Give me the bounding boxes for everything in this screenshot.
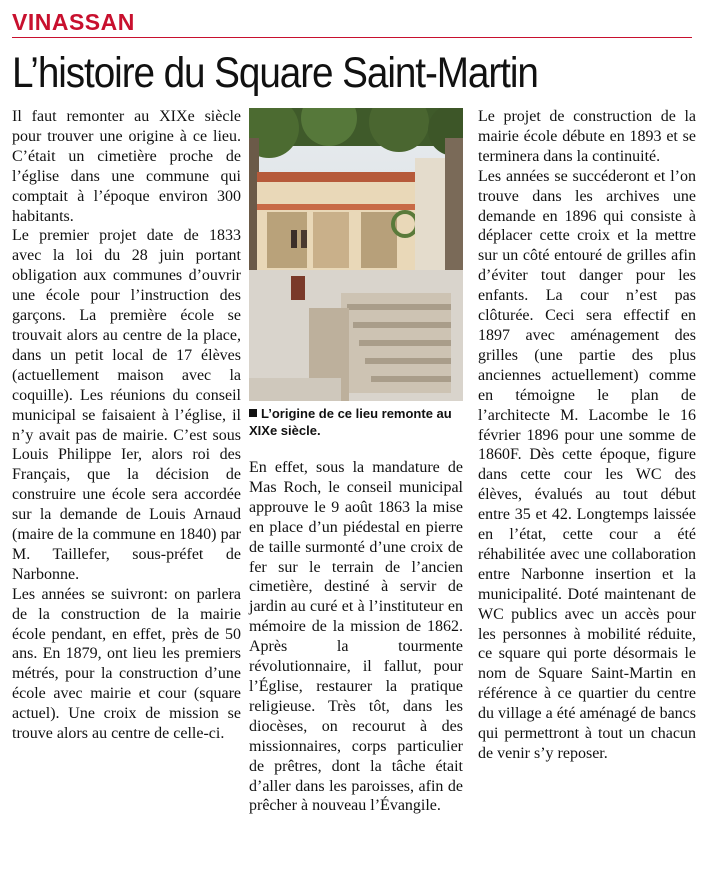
kicker-divider — [12, 37, 692, 38]
paragraph: Il faut remonter au XIXe siècle pour trouver une origine à ce lieu. C’était un cimetière proche de l’église dans une commune qui comptait à l’époque environ 300 habitants. — [12, 108, 241, 225]
caption-text: L’origine de ce lieu remonte au XIXe siècle. — [249, 406, 452, 438]
paragraph: Les années se succéderont et l’on trouve dans les archives une demande en 1896 qui consiste à déplacer cette croix et la mettre sur un côté entouré de grilles afin d’éviter tout danger pour les enfants. La cour n’est pas clôturée. Ceci sera effectif en 1897 avec aménagement des grilles (une partie des plus anciennes actuellement) comme en témoigne le plan de l’architecte M. Lacombe le 16 février 1896 pour une somme de 1860F. Dès cette époque, figure dans cette cour les WC des élèves, évalués au tout début entre 35 et 42. Longtemps laissée en l’état, cette cour a été réhabilitée avec une collaboration entre Narbonne insertion et la municipalité. Doté maintenant de WC publics avec un accès pour les personnes à mobilité réduite, ce square qui porte désormais le nom de Square Saint-Martin en référence à ce quartier du centre du village a été aménagé de bancs qui permettront à tout un chacun de venir s’y reposer. — [478, 167, 696, 762]
paragraph: En effet, sous la mandature de Mas Roch, le conseil municipal approuve le 9 août 1863 la mise en place d’un piédestal en pierre de taille surmonté d’une croix de fer sur le terrain de l’ancien cimetière, destiné à servir de jardin au curé et à l’instituteur en mémoire de la mission de 1862. Après la tourmente révolutionnaire, il fallut, pour l’Église, restaurer la pratique religieuse. Très tôt, dans les diocèses, on recourut à des missionnaires, corps particulier de prêtres, dont la tâche était d’aller dans les paroisses, afin de prêcher à nouveau l’Évangile. — [249, 459, 463, 815]
column-3 — [478, 107, 696, 764]
article-headline: L’histoire du Square Saint-Martin — [12, 49, 538, 97]
article-photo — [249, 108, 463, 401]
column-1 — [12, 107, 241, 744]
caption-square-icon — [249, 409, 257, 417]
square-photo-illustration — [249, 108, 463, 401]
column-2 — [249, 458, 463, 816]
section-kicker: VINASSAN — [12, 9, 135, 35]
paragraph: Le premier projet date de 1833 avec la loi du 28 juin portant obligation aux communes d’ouvrir une école pour l’instruction des garçons. La première école se trouvait alors au centre de la place, dans un petit local de 17 élèves (actuellement maison avec la coquille). Les réunions du conseil municipal se faisaient à l’église, il n’y avait pas de mairie. C’est sous Louis Philippe Ier, alors roi des Français, que la décision de construire une école sera accordée sur la demande de Louis Arnaud (maire de la commune en 1840) par M. Taillefer, sous-préfet de Narbonne. — [12, 227, 241, 583]
paragraph: Le projet de construction de la mairie école débute en 1893 et se terminera dans la continuité. — [478, 108, 696, 165]
photo-caption — [249, 405, 463, 439]
paragraph: Les années se suivront: on parlera de la construction de la mairie école pendant, en effet, près de 50 ans. En 1879, ont lieu les premiers métrés, pour la construction d’une école avec mairie et cour (square actuel). Une croix de mission se trouve alors au centre de celle-ci. — [12, 585, 241, 743]
